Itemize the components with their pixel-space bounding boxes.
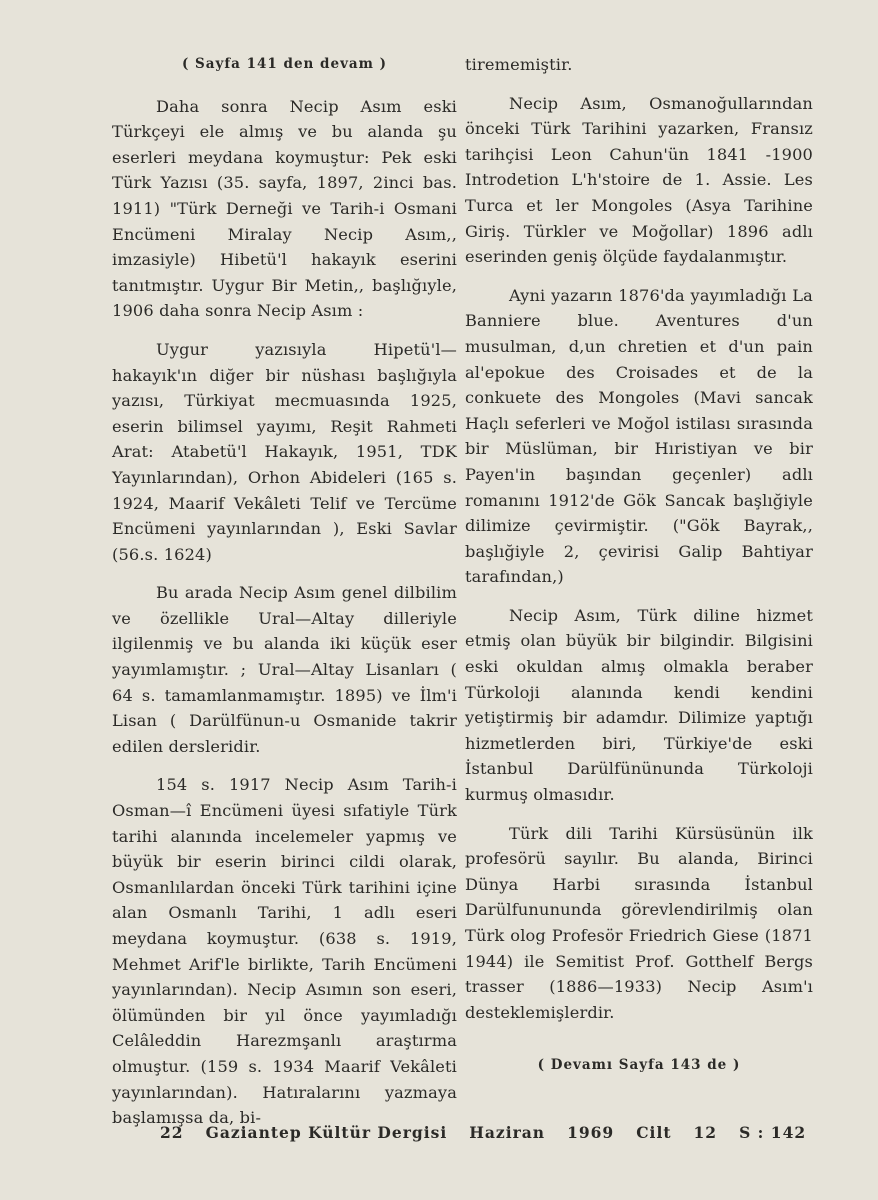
continued-from-note: ( Sayfa 141 den devam ) <box>181 56 388 72</box>
volume-label: Cilt <box>636 1123 672 1142</box>
paragraph: tirememiştir. <box>465 55 573 74</box>
paragraph: Necip Asım, Osmanoğullarından önceki Türk Tarihini yazarken, Fransız tarihçisi Leon Cahun'ün 1841 -1900 Introdetion L'h'stoire de 1. Assie. Les Turca et ler Mongoles (Asya Tarihine Giriş. Türkler ve Moğollar) 1896 adlı eserinden geniş ölçüde faydalanmıştır. <box>465 93 813 267</box>
volume-number: 12 <box>693 1123 718 1142</box>
issue-number: S : 142 <box>739 1123 807 1142</box>
page-footer <box>160 1123 807 1142</box>
paragraph: Daha sonra Necip Asım eski Türkçeyi ele almış ve bu alanda şu eserleri meydana koymuştur: Pek eski Türk Yazısı (35. sayfa, 1897, 2inci bas. 1911) "Türk Derneği ve Tarih-i Osmani Encümeni Miralay Necip Asım,, imzasiyle) Hibetü'l hakayık eserini tanıtmıştır. Uygur Bir Metin,, başlığıyle, 1906 daha sonra Necip Asım : <box>112 96 457 321</box>
paragraph: Bu arada Necip Asım genel dilbilim ve özellikle Ural—Altay dilleriyle ilgilenmiş ve bu alanda iki küçük eser yayımlamıştır. ; Ural—Altay Lisanları ( 64 s. tamamlanmamıştır. 1895) ve İlm'i Lisan ( Darülfünun-u Osmanide takrir edilen dersleridir. <box>112 583 457 756</box>
right-column <box>465 52 813 1095</box>
issue-month: Haziran <box>469 1123 546 1142</box>
paragraph: Ayni yazarın 1876'da yayımladığı La Banniere blue. Aventures d'un musulman, d,un chretien et d'un pain al'epokue des Croisades et de la conkuete des Mongoles (Mavi sancak Haçlı seferleri ve Moğol istilası sırasında bir Müslüman, bir Hıristiyan ve bir Payen'in başından geçenler) adlı romanını 1912'de Gök Sancak başlığiyle dilimize çevirmiştir. ("Gök Bayrak,, başlığiyle 2, çevirisi Galip Bahtiyar tarafından,) <box>465 285 813 587</box>
page-number: 22 <box>160 1123 184 1142</box>
paragraph: Uygur yazısıyla Hipetü'l—hakayık'ın diğer bir nüshası başlığıyla yazısı, Türkiyat mecmuasında 1925, eserin bilimsel yayımı, Reşit Rahmeti Arat: Atabetü'l Hakayık, 1951, TDK Yayınlarından), Orhon Abideleri (165 s. 1924, Maarif Vekâleti Telif ve Tercüme Encümeni yayınlarından ), Eski Savlar (56.s. 1624) <box>112 339 457 564</box>
issue-year: 1969 <box>567 1123 615 1142</box>
left-column <box>112 52 457 1144</box>
paragraph: Necip Asım, Türk diline hizmet etmiş olan büyük bir bilgindir. Bilgisini eski okuldan almış olmakla beraber Türkoloji alanında kendi kendini yetiştirmiş bir adamdır. Dilimize yaptığı hizmetlerden biri, Türkiye'de eski İstanbul Darülfününunda Türkoloji kurmuş olmasıdır. <box>465 605 813 805</box>
journal-title: Gaziantep Kültür Dergisi <box>205 1123 448 1142</box>
paragraph: Türk dili Tarihi Kürsüsünün ilk profesörü sayılır. Bu alanda, Birinci Dünya Harbi sırasında İstanbul Darülfunununda görevlendirilmiş olan Türk olog Profesör Friedrich Giese (1871 1944) ile Semitist Prof. Gotthelf Bergs trasser (1886—1933) Necip Asım'ı desteklemişlerdir. <box>465 823 813 1022</box>
continued-on-note: ( Devamı Sayfa 143 de ) <box>537 1057 741 1074</box>
paragraph: 154 s. 1917 Necip Asım Tarih-i Osman—î Encümeni üyesi sıfatiyle Türk tarihi alanında incelemeler yapmış ve büyük bir eserin birinci cildi olarak, Osmanlılardan önceki Türk tarihini içine alan Osmanlı Tarihi, 1 adlı eseri meydana koymuştur. (638 s. 1919, Mehmet Arif'le birlikte, Tarih Encümeni yayınlarından). Necip Asımın son eseri, ölümünden bir yıl önce yayımladığı Celâleddin Harezmşanlı araştırma olmuştur. (159 s. 1934 Maarif Vekâleti yayınlarından). Hatıralarını yazmaya başlamışsa da, bi- <box>112 775 457 1128</box>
